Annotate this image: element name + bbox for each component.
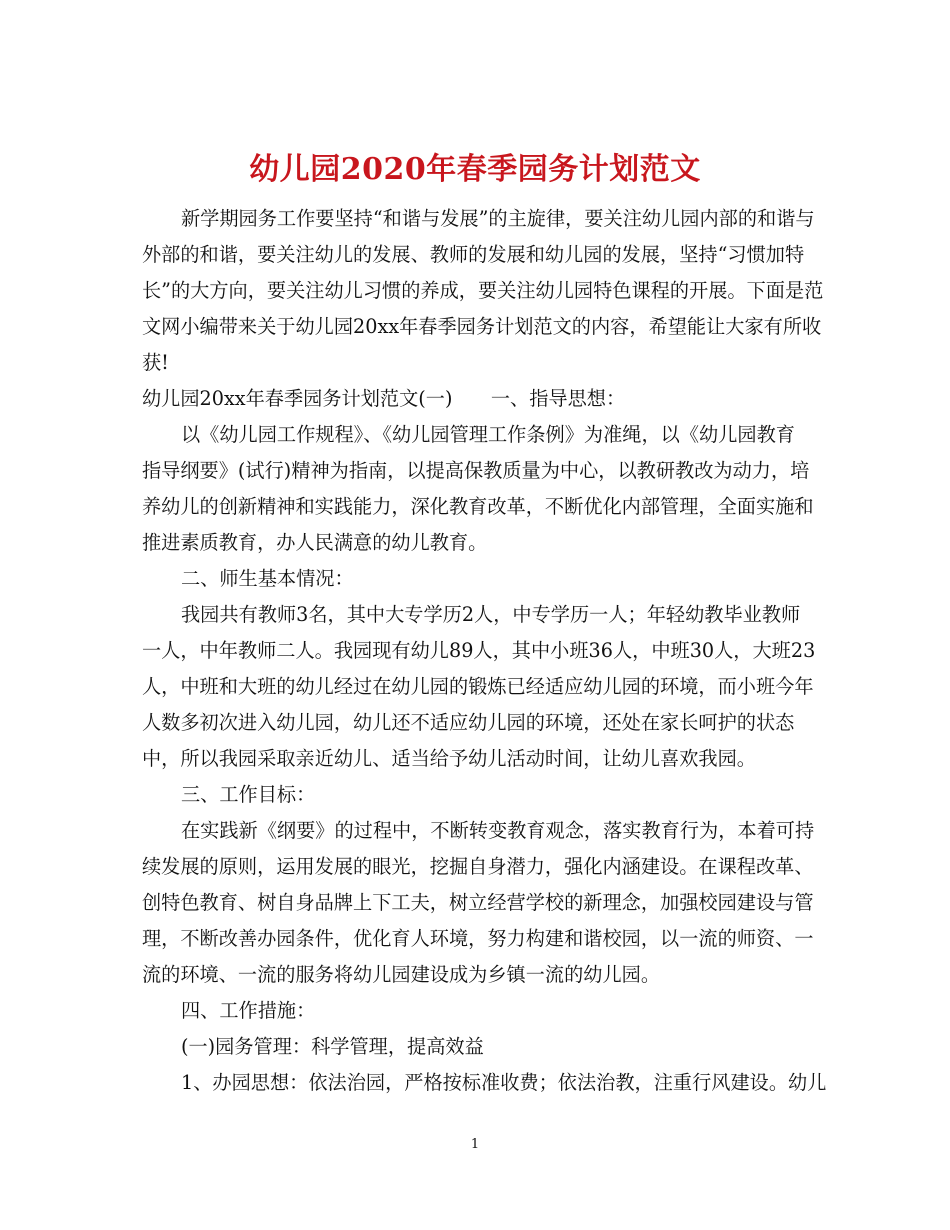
paragraph-line: 我园共有教师3名，其中大专学历2人，中专学历一人；年轻幼教毕业教师 [181, 603, 801, 626]
page-title: 幼儿园2020年春季园务计划范文 [249, 152, 701, 188]
paragraph-line: 以《幼儿园工作规程》、《幼儿园管理工作条例》为准绳，以《幼儿园教育 [181, 423, 795, 446]
paragraph-line: 中，所以我园采取亲近幼儿、适当给予幼儿活动时间，让幼儿喜欢我园。 [142, 747, 756, 770]
paragraph-line: 文网小编带来关于幼儿园20xx年春季园务计划范文的内容，希望能让大家有所收 [142, 315, 822, 338]
paragraph-line: 续发展的原则，运用发展的眼光，挖掘自身潜力，强化内涵建设。在课程改革、 [142, 855, 814, 878]
paragraph-line: 新学期园务工作要坚持“和谐与发展”的主旋律，要关注幼儿园内部的和谐与 [181, 207, 815, 230]
paragraph-line: 创特色教育、树自身品牌上下工夫，树立经营学校的新理念，加强校园建设与管 [142, 891, 814, 914]
paragraph-line: 流的环境、一流的服务将幼儿园建设成为乡镇一流的幼儿园。 [142, 963, 661, 986]
section-heading: 三、工作目标： [181, 783, 316, 806]
paragraph-line: 理，不断改善办园条件，优化育人环境，努力构建和谐校园，以一流的师资、一 [142, 927, 814, 950]
section-heading: 四、工作措施： [181, 999, 316, 1022]
paragraph-line: 一人，中年教师二人。我园现有幼儿89人，其中小班36人，中班30人，大班23 [142, 639, 816, 662]
subsection-heading: (一)园务管理：科学管理，提高效益 [181, 1035, 484, 1058]
paragraph-line: 人数多初次进入幼儿园，幼儿还不适应幼儿园的环境，还处在家长呵护的状态 [142, 711, 795, 734]
paragraph-line: 人，中班和大班的幼儿经过在幼儿园的锻炼已经适应幼儿园的环境，而小班今年 [142, 675, 814, 698]
paragraph-line: 养幼儿的创新精神和实践能力，深化教育改革，不断优化内部管理，全面实施和 [142, 495, 814, 518]
paragraph-line: 获! [142, 351, 169, 374]
section-heading: 二、师生基本情况： [181, 567, 354, 590]
paragraph-line: 1、办园思想：依法治园，严格按标准收费；依法治教，注重行风建设。幼儿 [181, 1071, 827, 1094]
page-number: 1 [470, 1137, 480, 1152]
paragraph-line: 推进素质教育，办人民满意的幼儿教育。 [142, 531, 488, 554]
paragraph-line: 外部的和谐，要关注幼儿的发展、教师的发展和幼儿园的发展，坚持“习惯加特 [142, 243, 805, 266]
paragraph-line: 长”的大方向，要关注幼儿习惯的养成，要关注幼儿园特色课程的开展。下面是范 [142, 279, 824, 302]
paragraph-line: 在实践新《纲要》的过程中，不断转变教育观念，落实教育行为，本着可持 [181, 819, 815, 842]
paragraph-line: 指导纲要》(试行)精神为指南，以提高保教质量为中心，以教研教改为动力，培 [142, 459, 810, 482]
section-heading-line: 幼儿园20xx年春季园务计划范文(一) 一、指导思想： [142, 387, 626, 410]
